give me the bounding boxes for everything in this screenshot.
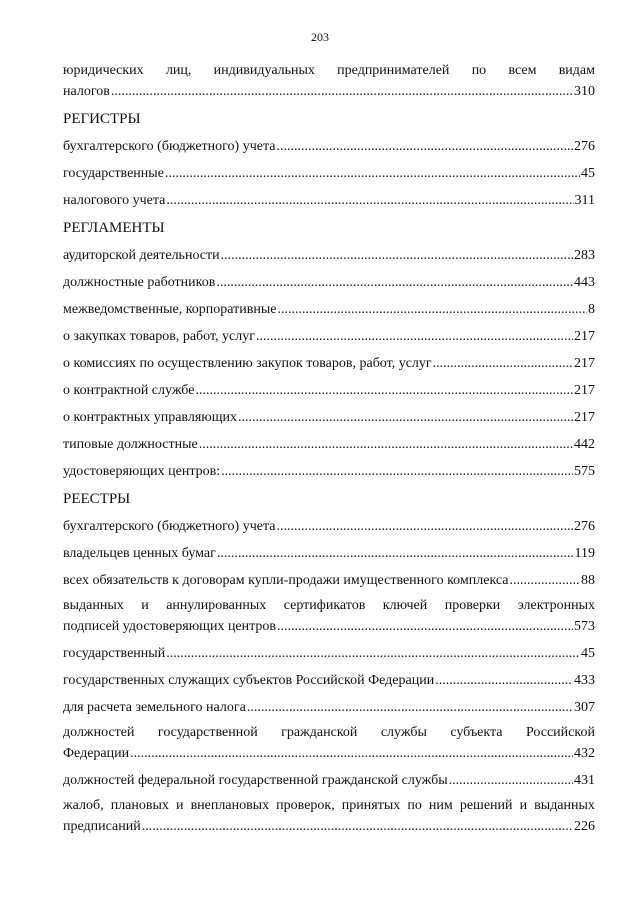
entry-line bbox=[63, 770, 595, 791]
index-entry bbox=[63, 516, 595, 537]
entry-line bbox=[63, 595, 595, 616]
leader-dots bbox=[166, 190, 573, 211]
leader-dots bbox=[449, 770, 573, 791]
entry-line bbox=[63, 190, 595, 211]
entry-word: сертификатов bbox=[283, 598, 366, 613]
leader-dots bbox=[130, 743, 573, 764]
leader-dots bbox=[277, 616, 573, 637]
entry-word: и bbox=[519, 798, 528, 813]
index-entry bbox=[63, 136, 595, 157]
entry-page: 45 bbox=[581, 646, 595, 661]
section-heading: РЕГИСТРЫ bbox=[63, 111, 141, 127]
index-entry bbox=[63, 163, 595, 184]
entry-page: 432 bbox=[574, 746, 595, 761]
leader-dots bbox=[277, 299, 587, 320]
entry-word: выданных bbox=[63, 598, 124, 613]
index-entry bbox=[63, 190, 595, 211]
entry-word: аннулированных bbox=[166, 598, 267, 613]
entry-text: должностей федеральной государственной гражданской службы bbox=[63, 773, 448, 788]
leader-dots bbox=[256, 326, 573, 347]
entry-word: должностей bbox=[63, 725, 135, 740]
index-content bbox=[63, 56, 595, 837]
entry-word: ключей bbox=[382, 598, 428, 613]
leader-dots bbox=[276, 136, 573, 157]
index-entry bbox=[63, 407, 595, 428]
entry-text: предписаний bbox=[63, 819, 141, 834]
leader-dots bbox=[510, 570, 581, 591]
entry-word: плановых bbox=[110, 798, 169, 813]
entry-line bbox=[63, 353, 595, 374]
entry-word: проверок, bbox=[276, 798, 335, 813]
leader-dots bbox=[216, 272, 573, 293]
index-entry bbox=[63, 595, 595, 637]
index-entry bbox=[63, 461, 595, 482]
entry-line bbox=[63, 743, 595, 764]
entry-text: налогов bbox=[63, 84, 110, 99]
entry-page: 8 bbox=[588, 302, 595, 317]
index-entry bbox=[63, 770, 595, 791]
entry-text: всех обязательств к договорам купли-продажи имущественного комплекса bbox=[63, 573, 509, 588]
entry-word: гражданской bbox=[281, 725, 358, 740]
entry-word: электронных bbox=[517, 598, 595, 613]
page-number: 203 bbox=[311, 30, 329, 44]
entry-page: 276 bbox=[574, 139, 595, 154]
entry-text: государственные bbox=[63, 166, 164, 181]
entry-word: государственной bbox=[157, 725, 258, 740]
index-entry bbox=[63, 543, 595, 564]
entry-text: подписей удостоверяющих центров bbox=[63, 619, 277, 634]
entry-word: лиц, bbox=[165, 63, 192, 78]
entry-word: и bbox=[141, 598, 149, 613]
entry-line bbox=[63, 543, 595, 564]
entry-line bbox=[63, 461, 595, 482]
entry-text: должностные работников bbox=[63, 275, 216, 290]
entry-page: 217 bbox=[574, 410, 595, 425]
entry-line bbox=[63, 616, 595, 637]
leader-dots bbox=[199, 434, 573, 455]
section-heading: РЕЕСТРЫ bbox=[63, 491, 131, 507]
entry-page: 226 bbox=[574, 819, 595, 834]
entry-text: о закупках товаров, работ, услуг bbox=[63, 329, 255, 344]
leader-dots bbox=[111, 81, 573, 102]
entry-word: юридических bbox=[63, 63, 144, 78]
entry-line bbox=[63, 81, 595, 102]
index-entry bbox=[63, 245, 595, 266]
leader-dots bbox=[195, 380, 573, 401]
entry-word: внеплановых bbox=[190, 798, 270, 813]
entry-text: удостоверяющих центров: bbox=[63, 464, 221, 479]
entry-word: всем bbox=[508, 63, 537, 78]
index-entry bbox=[63, 380, 595, 401]
leader-dots bbox=[238, 407, 573, 428]
entry-text: для расчета земельного налога bbox=[63, 700, 246, 715]
entry-line bbox=[63, 299, 595, 320]
entry-page: 307 bbox=[574, 700, 595, 715]
entry-word: ним bbox=[428, 798, 453, 813]
leader-dots bbox=[142, 816, 573, 837]
leader-dots bbox=[276, 516, 573, 537]
entry-word: видам bbox=[558, 63, 595, 78]
leader-dots bbox=[166, 643, 580, 664]
index-entry bbox=[63, 697, 595, 718]
entry-text: государственных служащих субъектов Российской Федерации bbox=[63, 673, 435, 688]
entry-line bbox=[63, 670, 595, 691]
entry-text: Федерации bbox=[63, 746, 130, 761]
index-entry bbox=[63, 643, 595, 664]
entry-line bbox=[63, 697, 595, 718]
entry-page: 442 bbox=[574, 437, 595, 452]
entry-word: по bbox=[471, 63, 487, 78]
entry-text: владельцев ценных бумаг bbox=[63, 546, 216, 561]
entry-page: 119 bbox=[574, 546, 595, 561]
entry-line bbox=[63, 722, 595, 743]
entry-line bbox=[63, 570, 595, 591]
leader-dots bbox=[435, 670, 573, 691]
section-heading: РЕГЛАМЕНТЫ bbox=[63, 220, 165, 236]
entry-line bbox=[63, 516, 595, 537]
entry-page: 573 bbox=[574, 619, 595, 634]
entry-line bbox=[63, 326, 595, 347]
entry-page: 217 bbox=[574, 383, 595, 398]
entry-page: 310 bbox=[574, 84, 595, 99]
entry-page: 443 bbox=[574, 275, 595, 290]
entry-word: и bbox=[175, 798, 184, 813]
index-entry bbox=[63, 299, 595, 320]
entry-line bbox=[63, 60, 595, 81]
entry-text: межведомственные, корпоративные bbox=[63, 302, 277, 317]
entry-text: государственный bbox=[63, 646, 166, 661]
entry-text: о контрактной службе bbox=[63, 383, 195, 398]
entry-text: бухгалтерского (бюджетного) учета bbox=[63, 139, 276, 154]
entry-word: проверки bbox=[444, 598, 501, 613]
entry-line bbox=[63, 434, 595, 455]
entry-line bbox=[63, 816, 595, 837]
index-entry bbox=[63, 670, 595, 691]
entry-text: о контрактных управляющих bbox=[63, 410, 238, 425]
index-entry bbox=[63, 434, 595, 455]
entry-page: 88 bbox=[581, 573, 595, 588]
entry-line bbox=[63, 136, 595, 157]
entry-line bbox=[63, 795, 595, 816]
entry-page: 433 bbox=[574, 673, 595, 688]
entry-line bbox=[63, 245, 595, 266]
index-entry bbox=[63, 795, 595, 837]
index-entry bbox=[63, 326, 595, 347]
entry-page: 45 bbox=[581, 166, 595, 181]
entry-word: жалоб, bbox=[63, 798, 104, 813]
entry-word: по bbox=[407, 798, 422, 813]
entry-word: предпринимателей bbox=[337, 63, 450, 78]
entry-word: субъекта bbox=[450, 725, 503, 740]
index-entry bbox=[63, 353, 595, 374]
entry-word: службы bbox=[380, 725, 427, 740]
leader-dots bbox=[247, 697, 573, 718]
entry-word: выданных bbox=[534, 798, 595, 813]
entry-text: бухгалтерского (бюджетного) учета bbox=[63, 519, 276, 534]
entry-word: индивидуальных bbox=[213, 63, 315, 78]
entry-text: типовые должностные bbox=[63, 437, 198, 452]
leader-dots bbox=[165, 163, 580, 184]
entry-line bbox=[63, 407, 595, 428]
entry-page: 217 bbox=[574, 356, 595, 371]
entry-page: 575 bbox=[574, 464, 595, 479]
index-entry bbox=[63, 570, 595, 591]
index-entry bbox=[63, 722, 595, 764]
entry-page: 283 bbox=[574, 248, 595, 263]
entry-word: решений bbox=[459, 798, 513, 813]
leader-dots bbox=[217, 543, 574, 564]
entry-word: Российской bbox=[525, 725, 595, 740]
entry-page: 431 bbox=[574, 773, 595, 788]
index-entry bbox=[63, 60, 595, 102]
entry-word: принятых bbox=[341, 798, 401, 813]
leader-dots bbox=[221, 245, 573, 266]
entry-line bbox=[63, 163, 595, 184]
entry-page: 276 bbox=[574, 519, 595, 534]
entry-text: аудиторской деятельности bbox=[63, 248, 220, 263]
entry-text: налогового учета bbox=[63, 193, 166, 208]
entry-page: 311 bbox=[574, 193, 595, 208]
leader-dots bbox=[433, 353, 573, 374]
leader-dots bbox=[221, 461, 573, 482]
index-entry bbox=[63, 272, 595, 293]
entry-line bbox=[63, 643, 595, 664]
entry-text: о комиссиях по осуществлению закупок товаров, работ, услуг bbox=[63, 356, 432, 371]
entry-line bbox=[63, 272, 595, 293]
entry-line bbox=[63, 380, 595, 401]
entry-page: 217 bbox=[574, 329, 595, 344]
